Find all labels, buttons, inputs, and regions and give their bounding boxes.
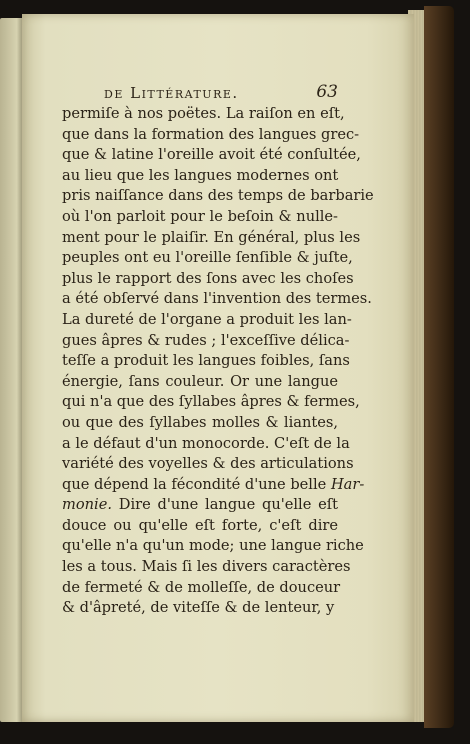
text-line: que & latine l'oreille avoit été conſultée, (62, 146, 361, 164)
text-line: permiſe à nos poëtes. La raiſon en eſt, (62, 105, 345, 122)
text-line: peuples ont eu l'oreille ſenſible & juſte, (62, 249, 353, 267)
text-line: ou que des ſyllabes molles & liantes, (62, 413, 338, 431)
text-line (62, 475, 365, 496)
italic-word: monie. (62, 496, 112, 514)
text-line: les a tous. Mais ſi les divers caractères (62, 558, 351, 576)
facing-page-edge (0, 18, 24, 722)
running-head: de Littérature. (104, 84, 239, 102)
text-line: variété des voyelles & des articulations (62, 455, 354, 473)
text-line: au lieu que les langues modernes ont (62, 166, 339, 184)
text-line: a été obſervé dans l'invention des termes. (62, 290, 372, 308)
text-line: a le défaut d'un monocorde. C'eſt de la (62, 434, 350, 452)
text-line: qu'elle n'a qu'un mode; une langue riche (62, 537, 364, 555)
text-line: teſſe a produit les langues foibles, ſans (62, 352, 350, 370)
text-line: La dureté de l'organe a produit les lan- (62, 310, 352, 328)
text-line: de fermeté & de molleſſe, de douceur (62, 578, 341, 596)
text-line: gues âpres & rudes ; l'exceſſive délica- (62, 331, 350, 349)
book-cover (424, 6, 454, 728)
page-number: 63 (316, 82, 338, 102)
italic-word: Har- (330, 475, 365, 493)
text-line: ment pour le plaiſir. En général, plus les (62, 228, 361, 246)
text-segment: Dire d'une langue qu'elle eſt (118, 496, 339, 514)
text-line: pris naiſſance dans des temps de barbarie (62, 187, 374, 205)
text-line: plus le rapport des ſons avec les choſes (62, 269, 354, 287)
text-line: où l'on parloit pour le beſoin & nulle- (62, 207, 338, 225)
text-segment: que dépend la fécondité d'une belle (62, 475, 327, 493)
text-line: que dans la formation des langues grec- (62, 125, 360, 143)
text-line (62, 495, 338, 516)
body-text (62, 104, 374, 624)
text-line: énergie, ſans couleur. Or une langue (62, 372, 338, 390)
text-line: qui n'a que des ſyllabes âpres & fermes, (62, 393, 360, 411)
text-line: & d'âpreté, de viteſſe & de lenteur, y (62, 599, 335, 617)
text-line: douce ou qu'elle eſt forte, c'eſt dire (62, 516, 338, 534)
